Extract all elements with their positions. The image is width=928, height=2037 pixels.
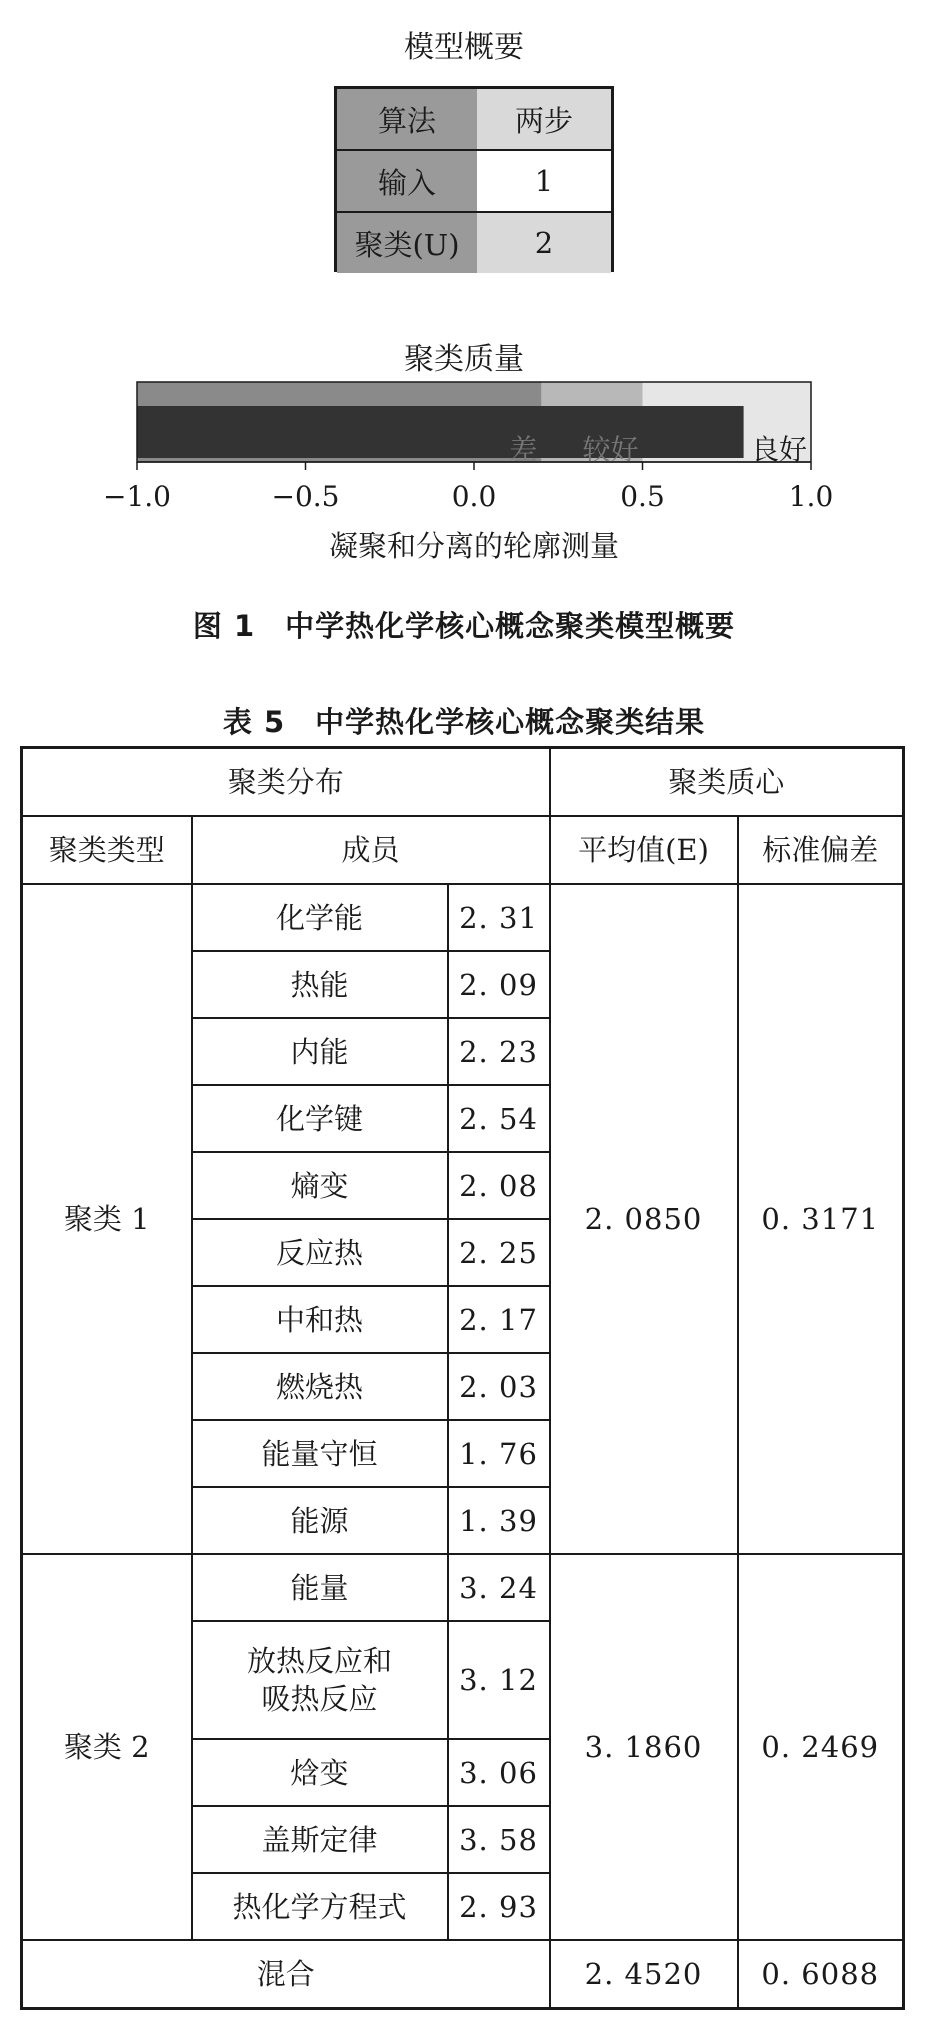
header-members: 成员 (192, 816, 550, 884)
member-value: 3. 12 (448, 1621, 550, 1739)
member-name: 能量守恒 (192, 1420, 448, 1487)
summary-value: 1 (477, 151, 611, 211)
member-name: 化学能 (192, 884, 448, 951)
header-sd: 标准偏差 (738, 816, 904, 884)
member-name: 热能 (192, 951, 448, 1018)
table-row (22, 1554, 904, 1621)
member-name: 放热反应和 吸热反应 (192, 1621, 448, 1739)
header-cluster-type: 聚类类型 (22, 816, 192, 884)
cluster-mean: 2. 0850 (550, 884, 738, 1554)
member-value: 3. 24 (448, 1554, 550, 1621)
member-value: 2. 09 (448, 951, 550, 1018)
model-summary-table (334, 86, 614, 272)
silhouette-bar (137, 406, 744, 458)
model-summary-title: 模型概要 (404, 30, 524, 65)
cluster-sd: 0. 2469 (738, 1554, 904, 1940)
member-value: 1. 76 (448, 1420, 550, 1487)
member-value: 2. 17 (448, 1286, 550, 1353)
table-caption: 表 5 中学热化学核心概念聚类结果 (222, 705, 706, 739)
summary-key: 聚类(U) (337, 213, 477, 273)
member-value: 2. 93 (448, 1873, 550, 1940)
table-row (22, 884, 904, 951)
member-value: 3. 58 (448, 1806, 550, 1873)
member-name: 能源 (192, 1487, 448, 1554)
member-value: 2. 54 (448, 1085, 550, 1152)
member-name: 能量 (192, 1554, 448, 1621)
member-name: 反应热 (192, 1219, 448, 1286)
chart-title: 聚类质量 (404, 342, 524, 377)
summary-key: 输入 (337, 151, 477, 211)
mixed-sd: 0. 6088 (738, 1940, 904, 2009)
cluster-name: 聚类 2 (22, 1554, 192, 1940)
summary-row-clusters (337, 211, 611, 273)
mixed-label: 混合 (22, 1940, 550, 2009)
summary-key: 算法 (337, 89, 477, 149)
band-label: 较好 (582, 433, 639, 466)
mixed-mean: 2. 4520 (550, 1940, 738, 2009)
x-tick-label: −0.5 (271, 480, 340, 513)
summary-row-algorithm (337, 89, 611, 149)
header-distribution: 聚类分布 (22, 748, 550, 817)
cluster-name: 聚类 1 (22, 884, 192, 1554)
summary-value: 2 (477, 213, 611, 273)
cluster-sd: 0. 3171 (738, 884, 904, 1554)
cluster-rows (22, 884, 904, 1940)
x-tick-label: −1.0 (103, 480, 171, 513)
member-name: 焓变 (192, 1739, 448, 1806)
member-name: 中和热 (192, 1286, 448, 1353)
cluster-results-table (20, 746, 905, 2010)
figure-caption: 图 1 中学热化学核心概念聚类模型概要 (192, 609, 736, 643)
cluster-quality-chart (60, 376, 868, 586)
band-label: 良好 (750, 433, 807, 466)
cluster-mean: 3. 1860 (550, 1554, 738, 1940)
member-name: 热化学方程式 (192, 1873, 448, 1940)
member-value: 2. 25 (448, 1219, 550, 1286)
member-value: 1. 39 (448, 1487, 550, 1554)
x-tick-label: 0.0 (451, 480, 497, 513)
band-label: 差 (509, 433, 538, 466)
header-centroid: 聚类质心 (550, 748, 904, 817)
member-name: 化学键 (192, 1085, 448, 1152)
x-tick-label: 0.5 (620, 480, 665, 513)
member-name: 燃烧热 (192, 1353, 448, 1420)
member-value: 2. 23 (448, 1018, 550, 1085)
summary-row-input (337, 149, 611, 211)
member-name: 盖斯定律 (192, 1806, 448, 1873)
member-value: 3. 06 (448, 1739, 550, 1806)
header-mean: 平均值(E) (550, 816, 738, 884)
x-tick-label: 1.0 (788, 480, 834, 513)
summary-value: 两步 (477, 89, 611, 149)
member-name: 内能 (192, 1018, 448, 1085)
x-axis-label: 凝聚和分离的轮廓测量 (328, 529, 620, 563)
member-value: 2. 08 (448, 1152, 550, 1219)
member-value: 2. 03 (448, 1353, 550, 1420)
member-name: 熵变 (192, 1152, 448, 1219)
member-value: 2. 31 (448, 884, 550, 951)
